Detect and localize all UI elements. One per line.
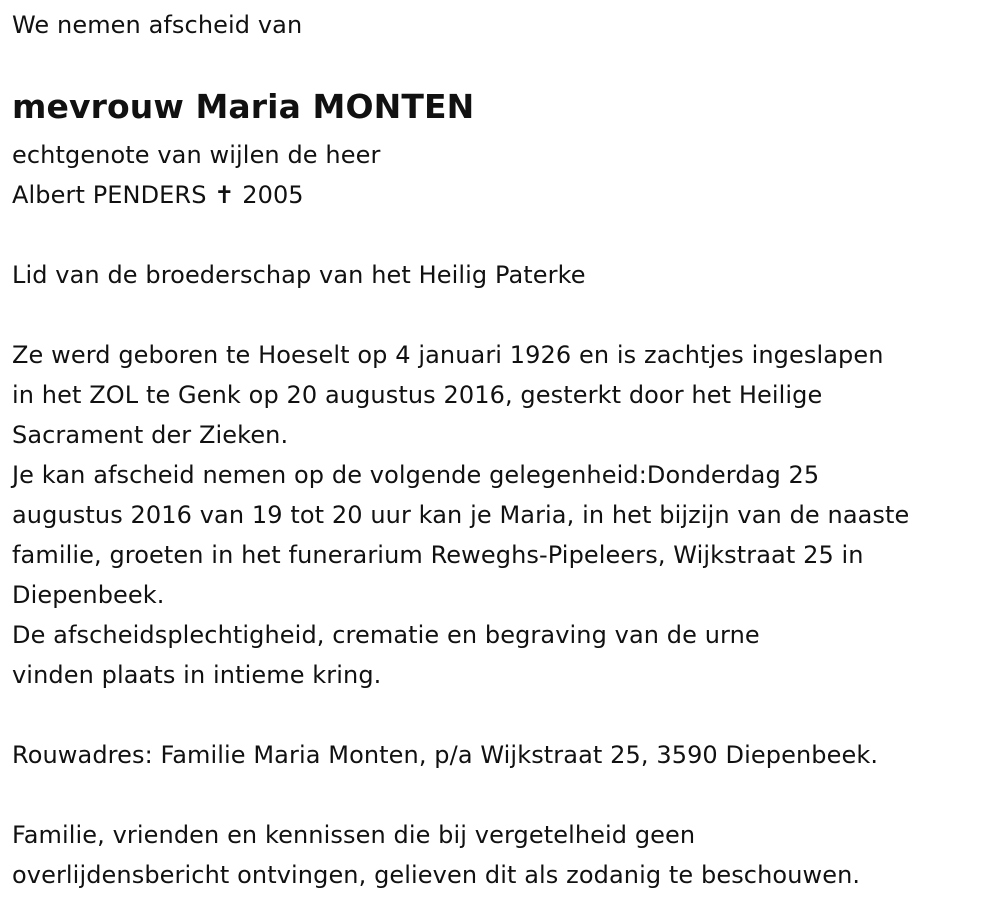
deceased-name: mevrouw Maria MONTEN <box>12 87 475 126</box>
closing-line: Familie, vrienden en kennissen die bij vergetelheid geen <box>12 821 696 849</box>
body-line: vinden plaats in intieme kring. <box>12 661 382 689</box>
membership-text: Lid van de broederschap van het Heilig Paterke <box>12 261 586 289</box>
spouse-line: echtgenote van wijlen de heer <box>12 141 381 169</box>
body-line: augustus 2016 van 19 tot 20 uur kan je Maria, in het bijzijn van de naaste <box>12 501 910 529</box>
body-line: familie, groeten in het funerarium Reweghs-Pipeleers, Wijkstraat 25 in <box>12 541 864 569</box>
body-line: Ze werd geboren te Hoeselt op 4 januari 1926 en is zachtjes ingeslapen <box>12 341 884 369</box>
intro-text: We nemen afscheid van <box>12 11 303 39</box>
body-line: in het ZOL te Genk op 20 augustus 2016, gesterkt door het Heilige <box>12 381 823 409</box>
body-line: Sacrament der Zieken. <box>12 421 289 449</box>
mourning-address: Rouwadres: Familie Maria Monten, p/a Wijkstraat 25, 3590 Diepenbeek. <box>12 741 879 769</box>
spouse-name-line: Albert PENDERS ✝ 2005 <box>12 181 304 209</box>
closing-line: overlijdensbericht ontvingen, gelieven dit als zodanig te beschouwen. <box>12 861 861 889</box>
body-line: De afscheidsplechtigheid, crematie en begraving van de urne <box>12 621 760 649</box>
body-line: Diepenbeek. <box>12 581 165 609</box>
body-line: Je kan afscheid nemen op de volgende gelegenheid:Donderdag 25 <box>12 461 820 489</box>
